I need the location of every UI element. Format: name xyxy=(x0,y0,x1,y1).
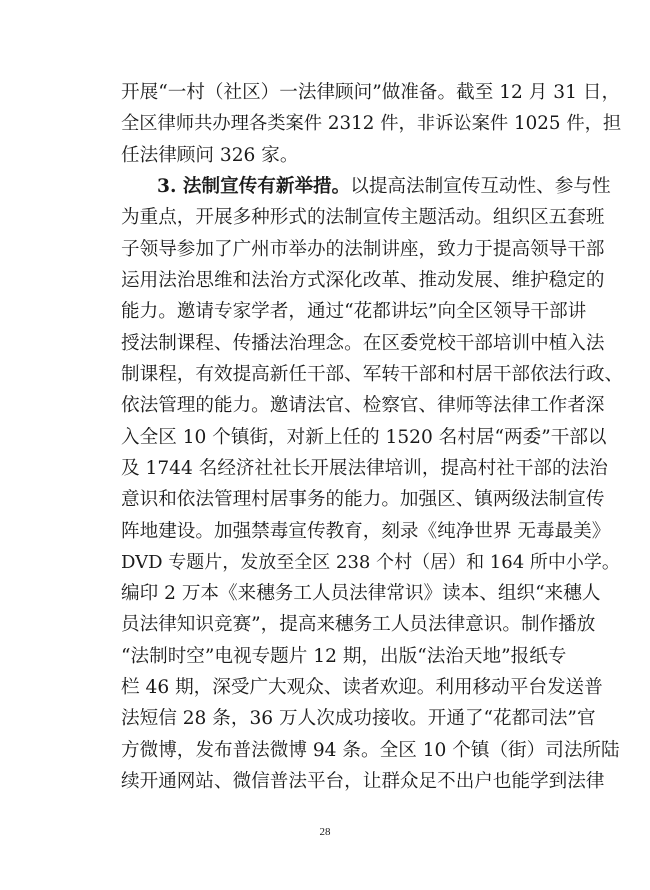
text-line-8: 能力。邀请专家学者，通过“花都讲坛”向全区领导干部讲 xyxy=(121,301,587,323)
text-line-3: 任法律顾问 326 家。 xyxy=(121,144,299,166)
text-line-13: 及 1744 名经济社社长开展法律培训，提高村社干部的法治 xyxy=(121,457,608,479)
paragraph-3-first-line xyxy=(157,175,611,199)
page-number: 28 xyxy=(319,826,331,838)
paragraph-3-heading: 3. 法制宣传有新举措。 xyxy=(157,176,351,197)
text-line-21: 法短信 28 条，36 万人次成功接收。开通了“花都司法”官 xyxy=(121,708,596,730)
text-line-18: 员法律知识竞赛”，提高来穗务工人员法律意识。制作播放 xyxy=(121,614,596,636)
text-line-11: 依法管理的能力。邀请法官、检察官、律师等法律工作者深 xyxy=(121,395,605,417)
text-line-9: 授法制课程、传播法治理念。在区委党校干部培训中植入法 xyxy=(121,332,605,354)
text-line-19: “法制时空”电视专题片 12 期，出版“法治天地”报纸专 xyxy=(121,645,567,667)
text-line-7: 运用法治思维和法治方式深化改革、推动发展、维护稳定的 xyxy=(121,269,605,291)
text-line-17: 编印 2 万本《来穗务工人员法律常识》读本、组织“来穗人 xyxy=(121,583,601,605)
text-line-1: 开展“一村（社区）一法律顾问”做准备。截至 12 月 31 日， xyxy=(121,82,621,103)
text-line-16: DVD 专题片，发放至全区 238 个村（居）和 164 所中小学。 xyxy=(121,551,620,573)
text-line-22: 方微博，发布普法微博 94 条。全区 10 个镇（街）司法所陆 xyxy=(121,739,620,761)
text-line-10: 制课程，有效提高新任干部、军转干部和村居干部依法行政、 xyxy=(121,363,624,385)
text-line-20: 栏 46 期，深受广大观众、读者欢迎。利用移动平台发送普 xyxy=(121,677,603,698)
text-line-15: 阵地建设。加强禁毒宣传教育，刻录《纯净世界 无毒最美》 xyxy=(121,520,611,542)
text-line-12: 入全区 10 个镇街，对新上任的 1520 名村居“两委”干部以 xyxy=(121,426,607,448)
text-line-6: 子领导参加了广州市举办的法制讲座，致力于提高领导干部 xyxy=(121,238,605,260)
text-line-2: 全区律师共办理各类案件 2312 件，非诉讼案件 1025 件，担 xyxy=(121,113,622,135)
text-line-14: 意识和依法管理村居事务的能力。加强区、镇两级法制宣传 xyxy=(121,489,605,511)
text-line-23: 续开通网站、微信普法平台，让群众足不出户也能学到法律 xyxy=(121,771,605,792)
paragraph-3-first-line-rest: 以提高法制宣传互动性、参与性 xyxy=(350,176,611,197)
text-line-5: 为重点，开展多种形式的法制宣传主题活动。组织区五套班 xyxy=(121,207,605,229)
